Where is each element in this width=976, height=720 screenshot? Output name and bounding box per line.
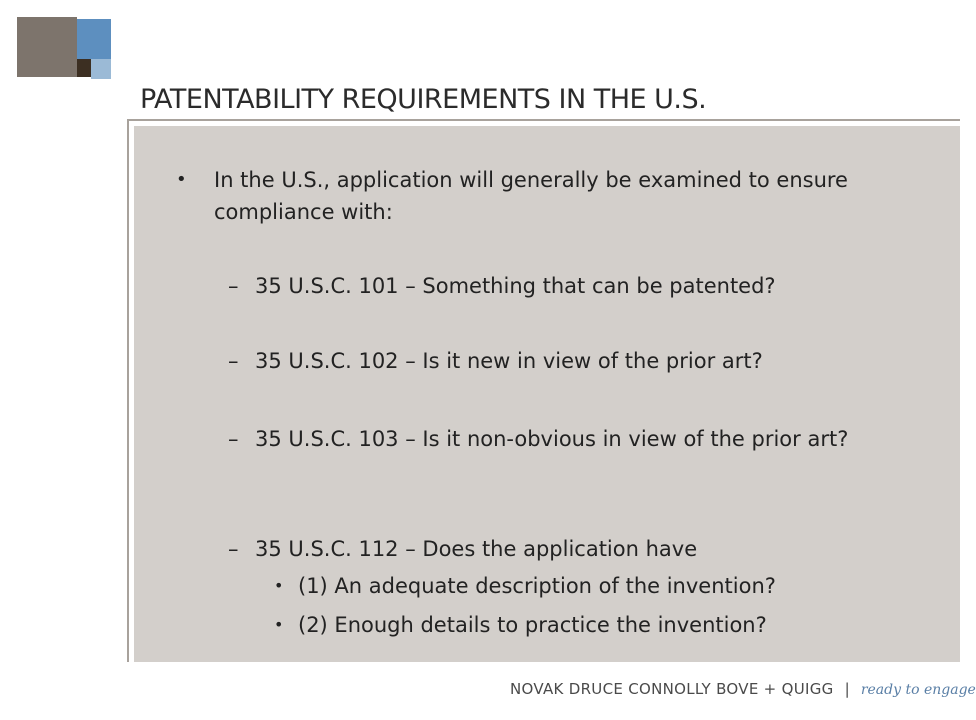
dash-marker: –	[228, 349, 239, 373]
dash-marker: –	[228, 537, 239, 561]
slide-title: PATENTABILITY REQUIREMENTS IN THE U.S.	[140, 84, 707, 115]
dash-marker: –	[228, 427, 239, 451]
logo-dark-square	[77, 59, 91, 77]
footer	[510, 679, 976, 698]
bullet-main	[176, 164, 876, 228]
sub-item-103	[228, 423, 918, 455]
logo-light-blue-square	[91, 59, 111, 79]
dash-marker: –	[228, 274, 239, 298]
logo-blue-square	[77, 19, 111, 59]
content-panel	[134, 126, 960, 662]
logo-main-square	[17, 17, 77, 77]
bullet-text: In the U.S., application will generally be examined to ensure compliance with:	[214, 168, 848, 224]
sub-item-text: 35 U.S.C. 103 – Is it non-obvious in view of the prior art?	[255, 427, 849, 451]
bullet-marker: •	[274, 576, 284, 595]
frame-left-rule	[127, 119, 129, 662]
company-logo	[17, 17, 111, 77]
sub-sub-item-text: (1) An adequate description of the invention?	[298, 574, 776, 598]
sub-sub-item-text: (2) Enough details to practice the invention?	[298, 613, 767, 637]
tagline: ready to engage	[860, 682, 976, 698]
bullet-marker: •	[176, 169, 187, 190]
firm-name: NOVAK DRUCE CONNOLLY BOVE + QUIGG	[510, 680, 834, 698]
sub-item-text: 35 U.S.C. 102 – Is it new in view of the prior art?	[255, 349, 763, 373]
sub-item-112	[228, 533, 928, 565]
frame-top-rule	[127, 119, 960, 121]
sub-sub-item-description	[274, 570, 954, 602]
sub-item-text: 35 U.S.C. 101 – Something that can be patented?	[255, 274, 776, 298]
sub-item-text: 35 U.S.C. 112 – Does the application have	[255, 537, 698, 561]
bullet-marker: •	[274, 615, 284, 634]
sub-item-101	[228, 270, 928, 302]
sub-item-102	[228, 345, 928, 377]
sub-sub-item-enablement	[274, 609, 954, 641]
footer-separator: |	[844, 680, 850, 698]
